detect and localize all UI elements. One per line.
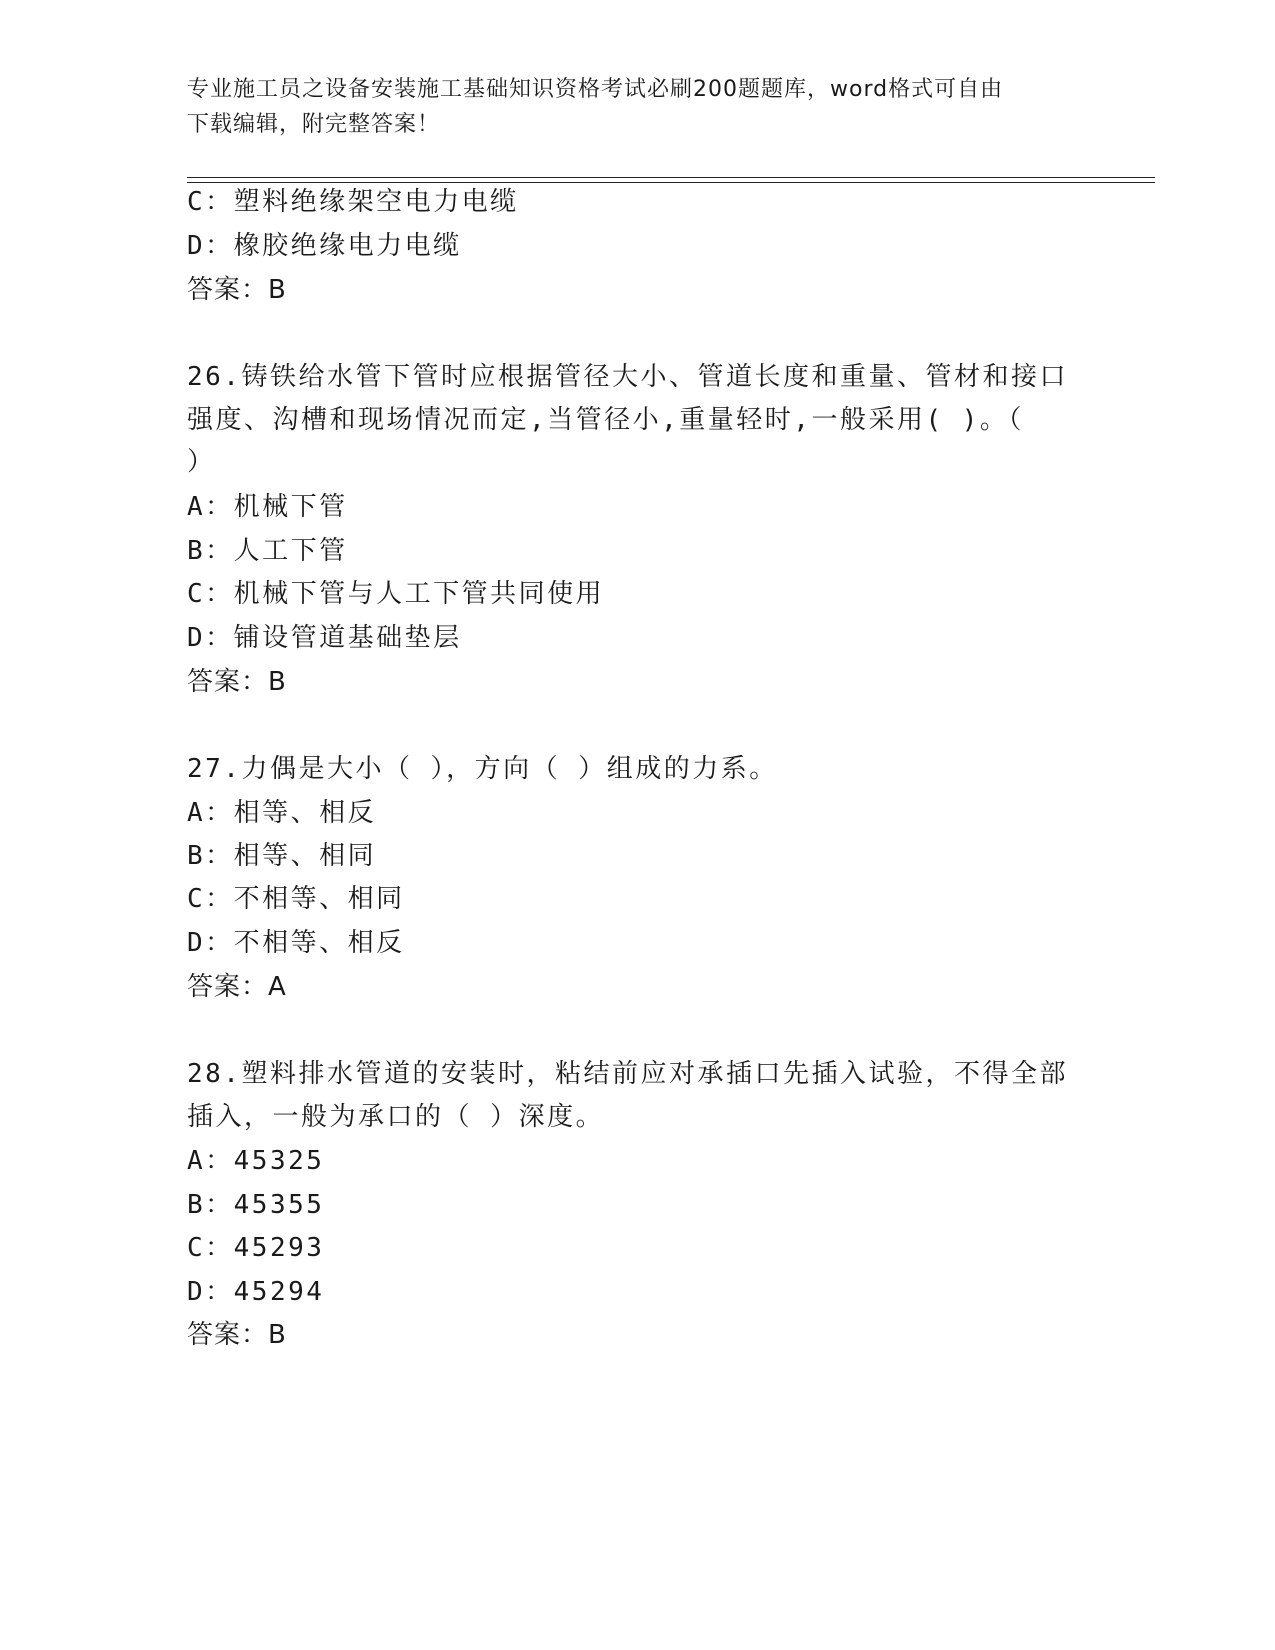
- answer-label: 答案：A: [187, 972, 287, 1002]
- question-text-line: 27.力偶是大小（ ），方向（ ）组成的力系。: [187, 754, 778, 784]
- option-d: D：不相等、相反: [187, 928, 405, 958]
- fragment-option-c: C：塑料绝缘架空电力电缆: [187, 187, 519, 217]
- header-title-line-1: 专业施工员之设备安装施工基础知识资格考试必刷200题题库，word格式可自由: [187, 77, 1004, 102]
- option-c: C：不相等、相同: [187, 884, 405, 914]
- option-d: D：铺设管道基础垫层: [187, 623, 462, 653]
- option-a: A：相等、相反: [187, 798, 377, 828]
- option-b: B：45355: [187, 1190, 325, 1220]
- fragment-answer: 答案：B: [187, 275, 287, 305]
- header-divider-top: [187, 177, 1155, 178]
- fragment-option-d: D：橡胶绝缘电力电缆: [187, 231, 462, 261]
- question-text-line: 26.铸铁给水管下管时应根据管径大小、管道长度和重量、管材和接口: [187, 362, 1068, 392]
- option-c: C：机械下管与人工下管共同使用: [187, 579, 605, 609]
- answer-label: 答案：B: [187, 667, 287, 697]
- option-a: A：45325: [187, 1146, 325, 1176]
- option-c: C：45293: [187, 1233, 325, 1263]
- option-d: D：45294: [187, 1277, 325, 1307]
- question-text-line: 插入，一般为承口的（ ）深度。: [187, 1102, 605, 1132]
- header-divider-bottom: [187, 182, 1155, 183]
- document-header: [187, 72, 1087, 142]
- question-text-line: 28.塑料排水管道的安装时，粘结前应对承插口先插入试验，不得全部: [187, 1059, 1068, 1089]
- question-text-line: ）: [187, 447, 216, 477]
- answer-label: 答案：B: [187, 1320, 287, 1350]
- option-a: A：机械下管: [187, 492, 348, 522]
- header-title-line-2: 下载编辑，附完整答案！: [187, 112, 441, 137]
- option-b: B：人工下管: [187, 536, 348, 566]
- option-b: B：相等、相同: [187, 841, 377, 871]
- question-text-line: 强度、沟槽和现场情况而定,当管径小,重量轻时,一般采用( )。（: [187, 405, 1024, 435]
